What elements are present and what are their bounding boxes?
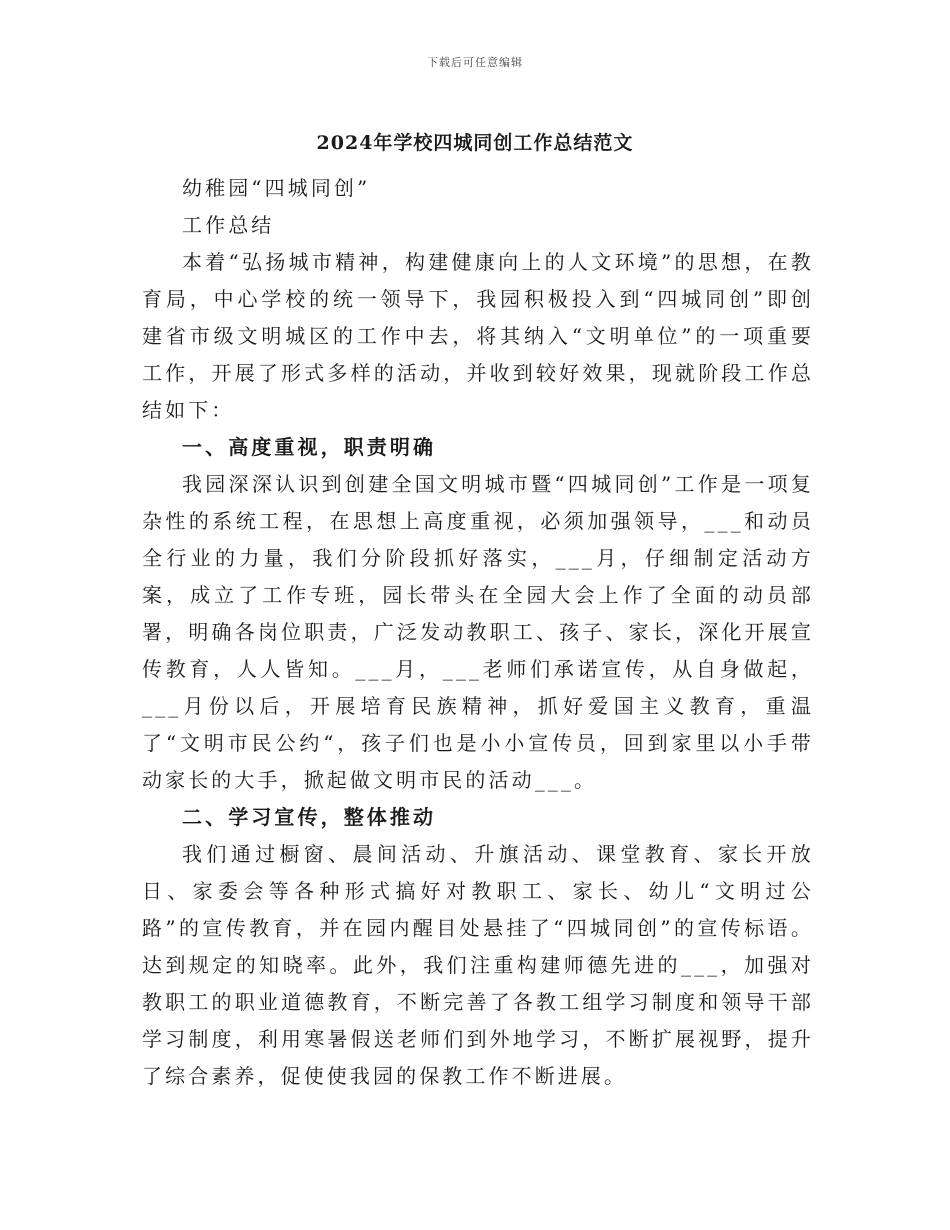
- document-title: 2024年学校四城同创工作总结范文: [316, 132, 634, 154]
- document-body: [142, 170, 814, 1095]
- page-header-note: 下载后可任意编辑: [427, 56, 523, 69]
- section-1-paragraph: 我园深深认识到创建全国文明城市暨“四城同创”工作是一项复杂性的系统工程，在思想上高度重视，必须加强领导，___和动员全行业的力量，我们分阶段抓好落实，___月，仔细制定活动方案，成立了工作专班，园长带头在全园大会上作了全面的动员部署，明确各岗位职责，广泛发动教职工、孩子、家长，深化开展宣传教育，人人皆知。___月，___老师们承诺宣传，从自身做起，___月份以后，开展培育民族精神，抓好爱国主义教育，重温了“文明市民公约“，孩子们也是小小宣传员，回到家里以小手带动家长的大手，掀起做文明市民的活动___。: [142, 472, 814, 792]
- subtitle-line-2: 工作总结: [182, 213, 275, 237]
- section-2-heading: 二、学习宣传，整体推动: [182, 805, 437, 829]
- subtitle-line-1: 幼稚园“四城同创”: [182, 176, 371, 200]
- section-2-paragraph: 我们通过橱窗、晨间活动、升旗活动、课堂教育、家长开放日、家委会等各种形式搞好对教职工、家长、幼儿“文明过公路”的宣传教育，并在园内醒目处悬挂了“四城同创”的宣传标语。达到规定的知晓率。此外，我们注重构建师德先进的___，加强对教职工的职业道德教育，不断完善了各教工组学习制度和领导干部学习制度，利用寒暑假送老师们到外地学习，不断扩展视野，提升了综合素养，促使使我园的保教工作不断进展。: [142, 842, 814, 1088]
- intro-paragraph: 本着“弘扬城市精神，构建健康向上的人文环境”的思想，在教育局，中心学校的统一领导下，我园积极投入到“四城同创”即创建省市级文明城区的工作中去，将其纳入“文明单位”的一项重要工作，开展了形式多样的活动，并收到较好效果，现就阶段工作总结如下：: [142, 250, 814, 422]
- section-1-heading: 一、高度重视，职责明确: [182, 435, 437, 459]
